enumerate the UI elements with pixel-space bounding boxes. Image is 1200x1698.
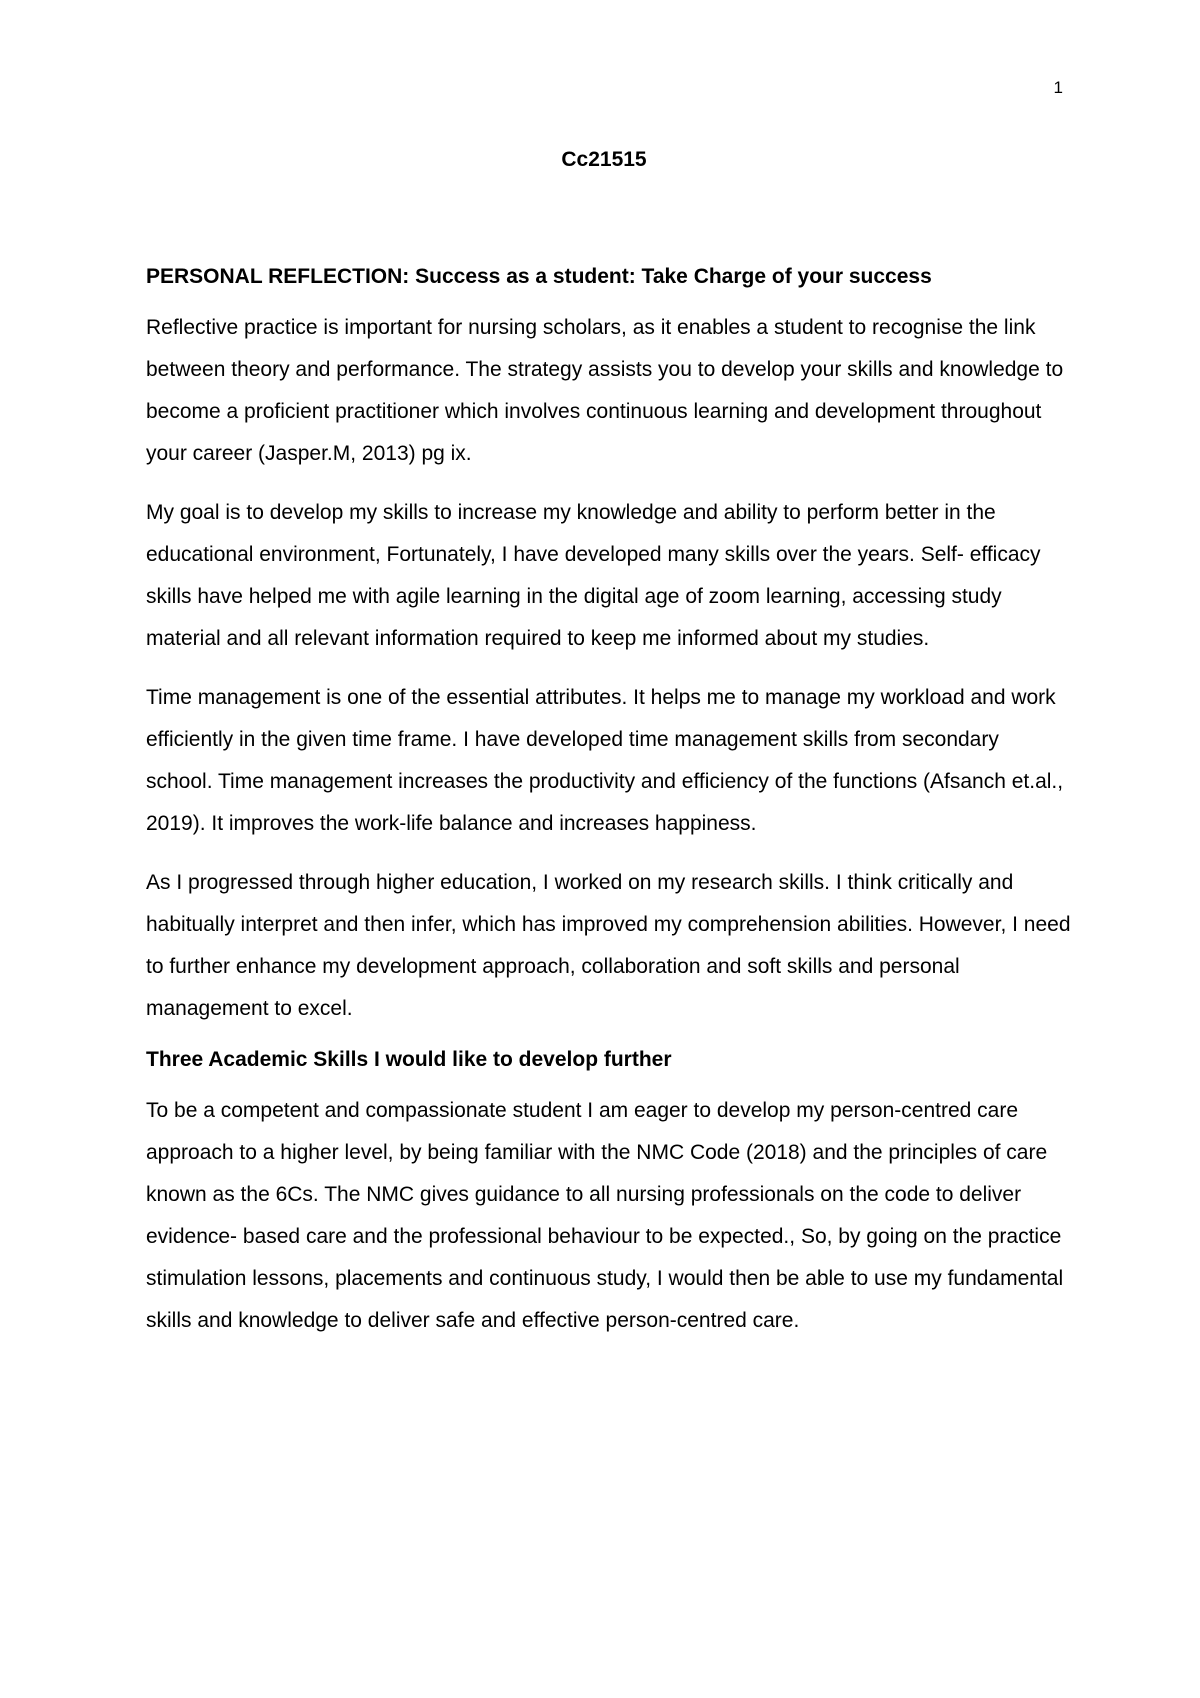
paragraph-time-management: Time management is one of the essential attributes. It helps me to manage my workload and work efficiently in the given time frame. I have developed time management skills from secondary school. Time management increases the productivity and efficiency of the functions (Afsanch et.al., 2019). It improves the work-life balance and increases happiness. <box>146 686 1064 835</box>
document-title: PERSONAL REFLECTION: Success as a student: Take Charge of your success <box>146 265 932 288</box>
document-body <box>146 264 1071 1359</box>
paragraph-goal: My goal is to develop my skills to increase my knowledge and ability to perform better in the educational environment, Fortunately, I have developed many skills over the years. Self- efficacy skills have helped me with agile learning in the digital age of zoom learning, accessing study material and all relevant information required to keep me informed about my studies. <box>146 501 1041 650</box>
page-number: 1 <box>1053 78 1063 97</box>
section-heading: Three Academic Skills I would like to develop further <box>146 1048 672 1071</box>
document-id: Cc21515 <box>561 148 647 171</box>
paragraph-person-centred-care: To be a competent and compassionate student I am eager to develop my person-centred care approach to a higher level, by being familiar with the NMC Code (2018) and the principles of care known as the 6Cs. The NMC gives guidance to all nursing professionals on the code to deliver evidence- based care and the professional behaviour to be expected., So, by going on the practice stimulation lessons, placements and continuous study, I would then be able to use my fundamental skills and knowledge to deliver safe and effective person-centred care. <box>146 1099 1064 1332</box>
paragraph-higher-education: As I progressed through higher education, I worked on my research skills. I think critically and habitually interpret and then infer, which has improved my comprehension abilities. However, I need to further enhance my development approach, collaboration and soft skills and personal management to excel. <box>146 871 1071 1020</box>
paragraph-reflective-practice: Reflective practice is important for nursing scholars, as it enables a student to recognise the link between theory and performance. The strategy assists you to develop your skills and knowledge to become a proficient practitioner which involves continuous learning and development throughout your career (Jasper.M, 2013) pg ix. <box>146 316 1064 465</box>
